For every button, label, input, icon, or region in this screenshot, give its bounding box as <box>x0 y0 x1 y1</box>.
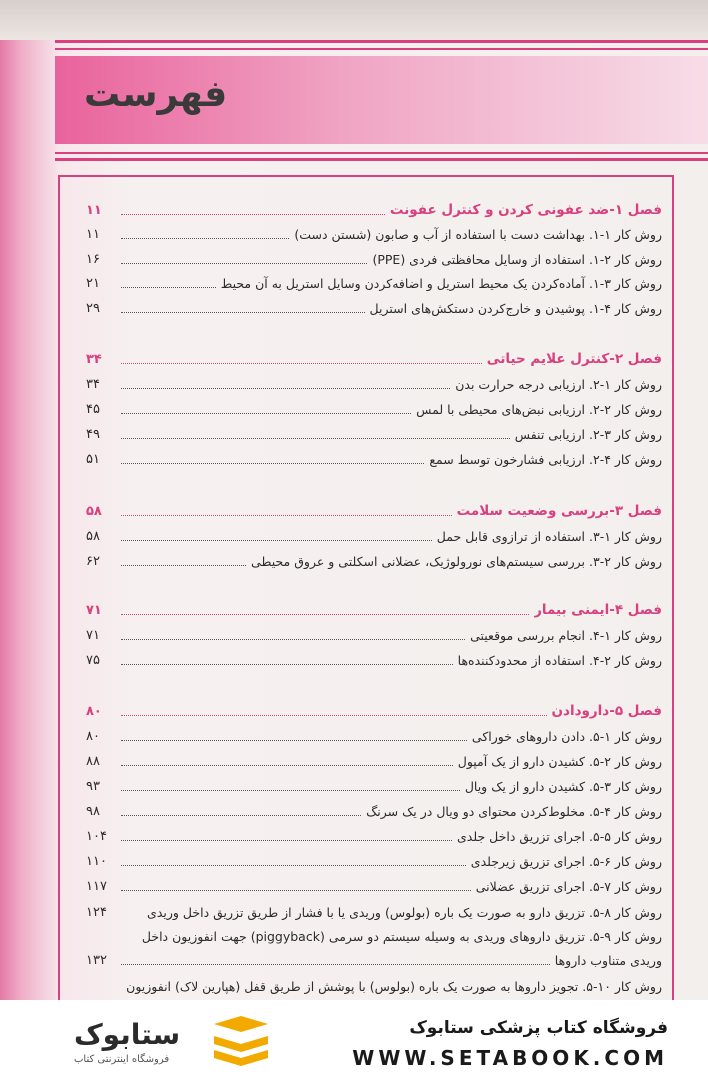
toc-leader-dots <box>121 614 529 615</box>
toc-entry-title: روش کار ۲-۳. بررسی سیستم‌های نورولوژیک، عضلانی اسکلتی و عروق محیطی <box>251 553 662 569</box>
toc-page-number: ۱۰۴ <box>86 828 107 844</box>
toc-entry-title: وریدی متناوب داروها <box>554 952 662 968</box>
toc-entry-row <box>86 524 662 548</box>
toc-entry-title: روش کار ۴-۱. پوشیدن و خارج‌کردن دستکش‌های استریل <box>369 300 662 316</box>
top-rule <box>55 40 708 43</box>
store-logo[interactable] <box>30 1014 275 1070</box>
toc-entry-row <box>86 900 662 924</box>
toc-entry-title: روش کار ۱-۲. ارزیابی درجه حرارت بدن <box>455 376 662 392</box>
toc-entry-row <box>86 948 662 972</box>
toc-leader-dots <box>121 565 246 566</box>
bottom-rule <box>55 158 708 161</box>
toc-entry-row <box>86 296 662 320</box>
toc-entry-row <box>86 372 662 396</box>
toc-entry-row <box>86 549 662 573</box>
toc-entry-title: روش کار ۲-۵. کشیدن دارو از یک آمپول <box>457 753 662 769</box>
toc-leader-dots <box>121 639 465 640</box>
toc-leader-dots <box>121 765 453 766</box>
toc-leader-dots <box>121 287 216 288</box>
toc-page-number: ۱۲۴ <box>86 904 107 920</box>
toc-entry-title: روش کار ۳-۲. ارزیابی تنفس <box>514 426 662 442</box>
store-name: فروشگاه کتاب پزشکی ستابوک <box>409 1018 668 1038</box>
toc-leader-dots <box>121 388 450 389</box>
toc-leader-dots <box>121 363 482 364</box>
toc-page-number: ۸۰ <box>86 728 100 744</box>
toc-page-number: ۷۵ <box>86 652 100 668</box>
toc-entry-row <box>86 924 662 948</box>
toc-leader-dots <box>121 312 365 313</box>
toc-leader-dots <box>121 815 361 816</box>
toc-entry-title: روش کار ۸-۵. تزریق دارو به صورت یک باره (بولوس) وریدی یا با فشار از طریق تزریق داخل وریدی <box>147 904 662 920</box>
toc-page-number: ۷۱ <box>86 627 100 643</box>
toc-entry-title: روش کار ۱-۳. استفاده از ترازوی قابل حمل <box>436 528 662 544</box>
toc-chapter-row <box>86 699 662 723</box>
toc-entry-row <box>86 447 662 471</box>
toc-leader-dots <box>121 214 385 215</box>
toc-leader-dots <box>121 740 467 741</box>
toc-entry-row <box>86 749 662 773</box>
toc-entry-title: روش کار ۲-۴. استفاده از محدودکننده‌ها <box>457 652 662 668</box>
toc-page-number: ۱۳۲ <box>86 952 107 968</box>
toc-entry-title: روش کار ۳-۱. آماده‌کردن یک محیط استریل و اضافه‌کردن وسایل استریل به آن محیط <box>220 275 662 291</box>
toc-page-number: ۴۹ <box>86 426 100 442</box>
toc-chapter-row <box>86 598 662 622</box>
toc-page-number: ۱۱ <box>86 202 102 218</box>
toc-entry-row <box>86 799 662 823</box>
toc-entry-title: روش کار ۲-۲. ارزیابی نبض‌های محیطی با لمس <box>416 401 662 417</box>
toc-entry-row <box>86 974 662 998</box>
toc-page-number: ۹۳ <box>86 778 100 794</box>
book-stack-icon <box>210 1016 272 1066</box>
toc-leader-dots <box>121 715 547 716</box>
toc-entry-row <box>86 849 662 873</box>
toc-page-number: ۵۸ <box>86 503 102 519</box>
toc-entry-row <box>86 824 662 848</box>
toc-page-number: ۲۱ <box>86 275 100 291</box>
toc-page-number: ۷۱ <box>86 602 102 618</box>
toc-leader-dots <box>121 964 550 965</box>
toc-leader-dots <box>121 463 424 464</box>
bottom-rule-thin <box>55 152 708 154</box>
top-rule-thin <box>55 48 708 50</box>
toc-leader-dots <box>121 515 452 516</box>
toc-leader-dots <box>121 790 460 791</box>
toc-page-number: ۳۴ <box>86 351 102 367</box>
toc-entry-row <box>86 397 662 421</box>
page-title: فهرست <box>84 74 228 115</box>
toc-entry-row <box>86 222 662 246</box>
toc-entry-row <box>86 422 662 446</box>
toc-page-number: ۳۴ <box>86 376 100 392</box>
toc-entry-title: روش کار ۴-۵. مخلوط‌کردن محتوای دو ویال در یک سرنگ <box>366 803 662 819</box>
toc-page-number: ۸۰ <box>86 703 102 719</box>
toc-page-number: ۶۲ <box>86 553 100 569</box>
toc-page-number: ۱۱۷ <box>86 878 107 894</box>
toc-entry-title: روش کار ۱۰-۵. تجویز داروها به صورت یک باره (بولوس) با پوشش از طریق قفل (هپارین لاک) انفوزیون <box>126 978 662 994</box>
toc-entry-row <box>86 247 662 271</box>
toc-page-number: ۱۱۰ <box>86 853 107 869</box>
toc-leader-dots <box>121 840 452 841</box>
toc-page-number: ۱۱ <box>86 226 100 242</box>
toc-leader-dots <box>121 664 453 665</box>
toc-entry-title: فصل ۲-کنترل علایم حیاتی <box>486 351 662 367</box>
toc-page-number: ۱۶ <box>86 251 100 267</box>
toc-leader-dots <box>121 890 471 891</box>
toc-entry-title: فصل ۳-بررسی وضعیت سلامت <box>456 503 662 519</box>
toc-entry-row <box>86 271 662 295</box>
toc-entry-title: روش کار ۱-۵. دادن داروهای خوراکی <box>471 728 662 744</box>
toc-entry-title: روش کار ۳-۵. کشیدن دارو از یک ویال <box>464 778 662 794</box>
toc-entry-title: فصل ۱-ضد عفونی کردن و کنترل عفونت <box>389 202 662 218</box>
toc-page-number: ۲۹ <box>86 300 100 316</box>
toc-entry-row <box>86 724 662 748</box>
page-top-edge <box>0 0 708 40</box>
toc-leader-dots <box>121 238 289 239</box>
toc-entry-row <box>86 874 662 898</box>
toc-leader-dots <box>121 540 432 541</box>
toc-entry-title: فصل ۴-ایمنی بیمار <box>534 602 662 618</box>
toc-leader-dots <box>121 263 367 264</box>
store-footer <box>0 1000 708 1080</box>
toc-chapter-row <box>86 198 662 222</box>
toc-entry-title: روش کار ۱-۴. انجام بررسی موقعیتی <box>470 627 662 643</box>
logo-tagline: فروشگاه اینترنتی کتاب <box>74 1054 170 1065</box>
toc-entry-title: روش کار ۱-۱. بهداشت دست با استفاده از آب و صابون (شستن دست) <box>294 226 662 242</box>
toc-leader-dots <box>121 865 466 866</box>
toc-page-number: ۹۸ <box>86 803 100 819</box>
toc-entry-row <box>86 623 662 647</box>
toc-page-number: ۴۵ <box>86 401 100 417</box>
toc-entry-title: روش کار ۲-۱. استفاده از وسایل محافظتی فردی (PPE) <box>372 251 662 267</box>
toc-entry-title: روش کار ۷-۵. اجرای تزریق عضلانی <box>475 878 662 894</box>
toc-entry-title: روش کار ۹-۵. تزریق داروهای وریدی به وسیله سیستم دو سرمی (piggyback) جهت انفوزیون داخل <box>141 928 662 944</box>
toc-page-number: ۵۸ <box>86 528 100 544</box>
toc-chapter-row <box>86 499 662 523</box>
toc-leader-dots <box>121 438 510 439</box>
toc-page-number: ۸۸ <box>86 753 100 769</box>
logo-wordmark: ستابوک <box>74 1018 181 1051</box>
toc-page-number: ۵۱ <box>86 451 100 467</box>
toc-entry-row <box>86 774 662 798</box>
toc-leader-dots <box>121 413 411 414</box>
toc-entry-title: فصل ۵-دارودادن <box>551 703 662 719</box>
toc-entry-title: روش کار ۴-۲. ارزیابی فشارخون توسط سمع <box>429 451 662 467</box>
toc-entry-title: روش کار ۶-۵. اجرای تزریق زیرجلدی <box>470 853 662 869</box>
store-url[interactable]: WWW.SETABOOK.COM <box>352 1046 668 1070</box>
toc-entry-title: روش کار ۵-۵. اجرای تزریق داخل جلدی <box>456 828 662 844</box>
toc-chapter-row <box>86 347 662 371</box>
toc-entry-row <box>86 648 662 672</box>
